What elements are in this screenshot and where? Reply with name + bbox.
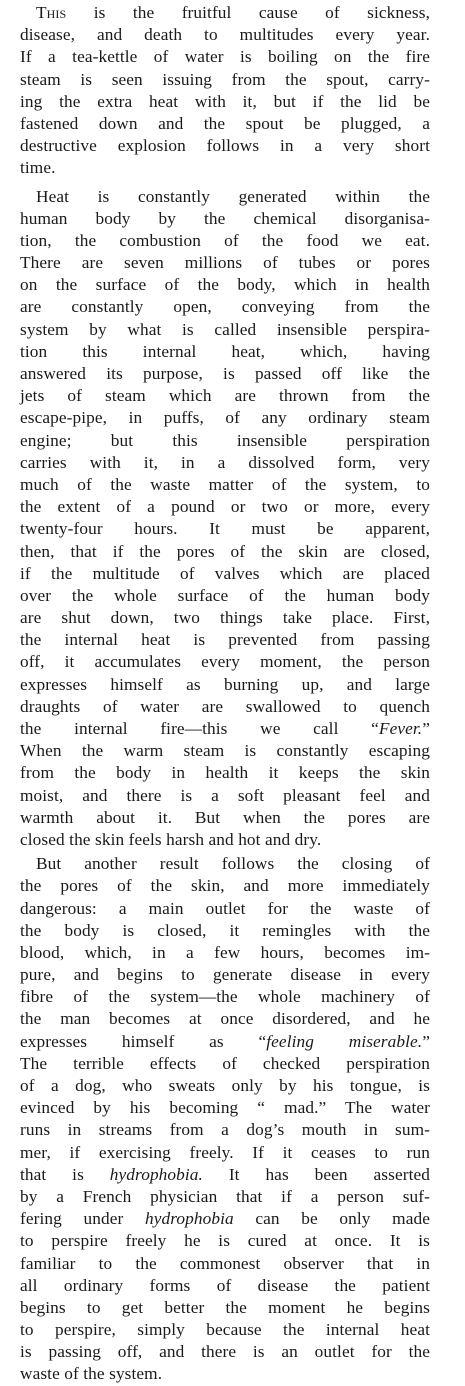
text-line: all ordinary forms of disease the patient	[20, 1275, 430, 1295]
text-line: of a dog, who sweats only by his tongue, is	[20, 1076, 430, 1095]
text-line: is passing off, and there is an outlet for the	[20, 1342, 430, 1362]
article-column	[20, 2, 430, 1386]
text-fragment: ”	[422, 1031, 430, 1051]
text-fragment: can be only made	[233, 1209, 430, 1229]
text-line: Heat is constantly generated within the	[36, 186, 430, 206]
text-line: There are seven millions of tubes or pores	[20, 253, 430, 273]
text-line: human body by the chemical disorganisa-	[20, 208, 430, 228]
text-line	[20, 1031, 430, 1053]
text-line: When the warm steam is constantly escaping	[20, 741, 430, 761]
text-line: are shut down, two things take place. First,	[20, 608, 430, 628]
text-line	[20, 2, 430, 24]
text-line: blood, which, in a few hours, becomes im-	[20, 942, 430, 962]
text-line: mer, if exercising freely. If it ceases to run	[20, 1142, 430, 1162]
text-line: escape-pipe, in puffs, of any ordinary steam	[20, 408, 430, 428]
text-fragment: ”	[422, 719, 430, 738]
text-line: from the body in health it keeps the skin	[20, 763, 430, 783]
paragraph-2	[20, 186, 430, 852]
text-line: tion, the combustion of the food we eat.	[20, 230, 430, 250]
emphasis-hydrophobia: hydrophobia	[144, 1209, 234, 1229]
text-fragment: It has been asserted	[202, 1164, 430, 1184]
text-line: engine; but this insensible perspiration	[20, 430, 430, 450]
text-line: answered its purpose, is passed off like the	[20, 364, 430, 383]
text-fragment: fering under	[20, 1209, 145, 1229]
text-line: then, that if the pores of the skin are closed,	[20, 541, 430, 561]
text-line: tion this internal heat, which, having	[20, 341, 430, 361]
text-line: draughts of water are swallowed to quench	[20, 696, 430, 716]
text-line: destructive explosion follows in a very short	[20, 136, 430, 156]
text-line: pure, and begins to generate disease in every	[20, 965, 430, 985]
text-line: begins to get better the moment he begins	[20, 1297, 430, 1317]
text-line: system by what is called insensible perspira-	[20, 319, 430, 339]
text-line: But another result follows the closing of	[36, 854, 430, 874]
emphasis-hydrophobia: hydrophobia.	[109, 1164, 203, 1184]
text-line: jets of steam which are thrown from the	[20, 386, 430, 406]
text-line: steam is seen issuing from the spout, carry-	[20, 69, 430, 89]
text-line: on the surface of the body, which in health	[20, 275, 430, 295]
text-line: to perspire freely he is cured at once. It is	[20, 1231, 430, 1251]
text-line: fibre of the system—the whole machinery of	[20, 987, 430, 1007]
text-line: time.	[20, 158, 56, 178]
text-line: runs in streams from a dog’s mouth in sum-	[20, 1120, 430, 1140]
text-line: the internal heat is prevented from passing	[20, 630, 430, 650]
text-line: much of the waste matter of the system, to	[20, 474, 430, 494]
text-line: evinced by his becoming “ mad.” The water	[20, 1098, 430, 1118]
text-fragment: is the fruitful cause of sickness,	[93, 3, 430, 22]
text-line: the pores of the skin, and more immediately	[20, 876, 430, 896]
text-line: dangerous: a main outlet for the waste of	[20, 898, 430, 918]
opening-word: This	[36, 3, 67, 22]
text-line: are constantly open, conveying from the	[20, 297, 430, 317]
text-line: expresses himself as burning up, and large	[20, 674, 430, 694]
text-line: the man becomes at once disordered, and he	[20, 1009, 430, 1029]
text-line: The terrible effects of checked perspiration	[20, 1053, 430, 1073]
text-line: warmth about it. But when the pores are	[20, 807, 430, 827]
text-line: the body is closed, it remingles with the	[20, 920, 430, 940]
text-line: waste of the system.	[20, 1364, 163, 1384]
text-line: the extent of a pound or two or more, every	[20, 497, 430, 517]
text-line	[20, 718, 430, 740]
emphasis-fever: Fever.	[378, 719, 423, 738]
text-line: moist, and there is a soft pleasant feel and	[20, 785, 430, 805]
text-line: by a French physician that if a person suf-	[20, 1186, 430, 1206]
text-line: familiar to the commonest observer that in	[20, 1253, 430, 1273]
text-line: ing the extra heat with it, but if the lid be	[20, 91, 430, 111]
text-line: over the whole surface of the human body	[20, 585, 430, 605]
text-line: to perspire, simply because the internal heat	[20, 1320, 430, 1340]
text-line	[20, 1208, 430, 1230]
text-line: if the multitude of valves which are placed	[20, 563, 430, 583]
text-line: disease, and death to multitudes every year.	[20, 25, 430, 45]
text-line	[20, 1164, 430, 1186]
text-line: fastened down and the spout be plugged, a	[20, 113, 430, 133]
text-fragment: that is	[20, 1164, 110, 1184]
text-fragment: expresses himself as “	[20, 1031, 267, 1051]
text-line: closed the skin feels harsh and hot and dry.	[20, 829, 322, 849]
paragraph-3	[20, 853, 430, 1386]
emphasis-feeling-miserable: feeling miserable.	[266, 1031, 423, 1051]
text-line: off, it accumulates every moment, the person	[20, 652, 430, 672]
paragraph-1	[20, 2, 430, 180]
text-line: twenty-four hours. It must be apparent,	[20, 519, 430, 539]
text-line: carries with it, in a dissolved form, very	[20, 452, 430, 472]
text-line: If a tea-kettle of water is boiling on the fire	[20, 47, 430, 67]
text-fragment: the internal fire—this we call “	[20, 719, 379, 738]
